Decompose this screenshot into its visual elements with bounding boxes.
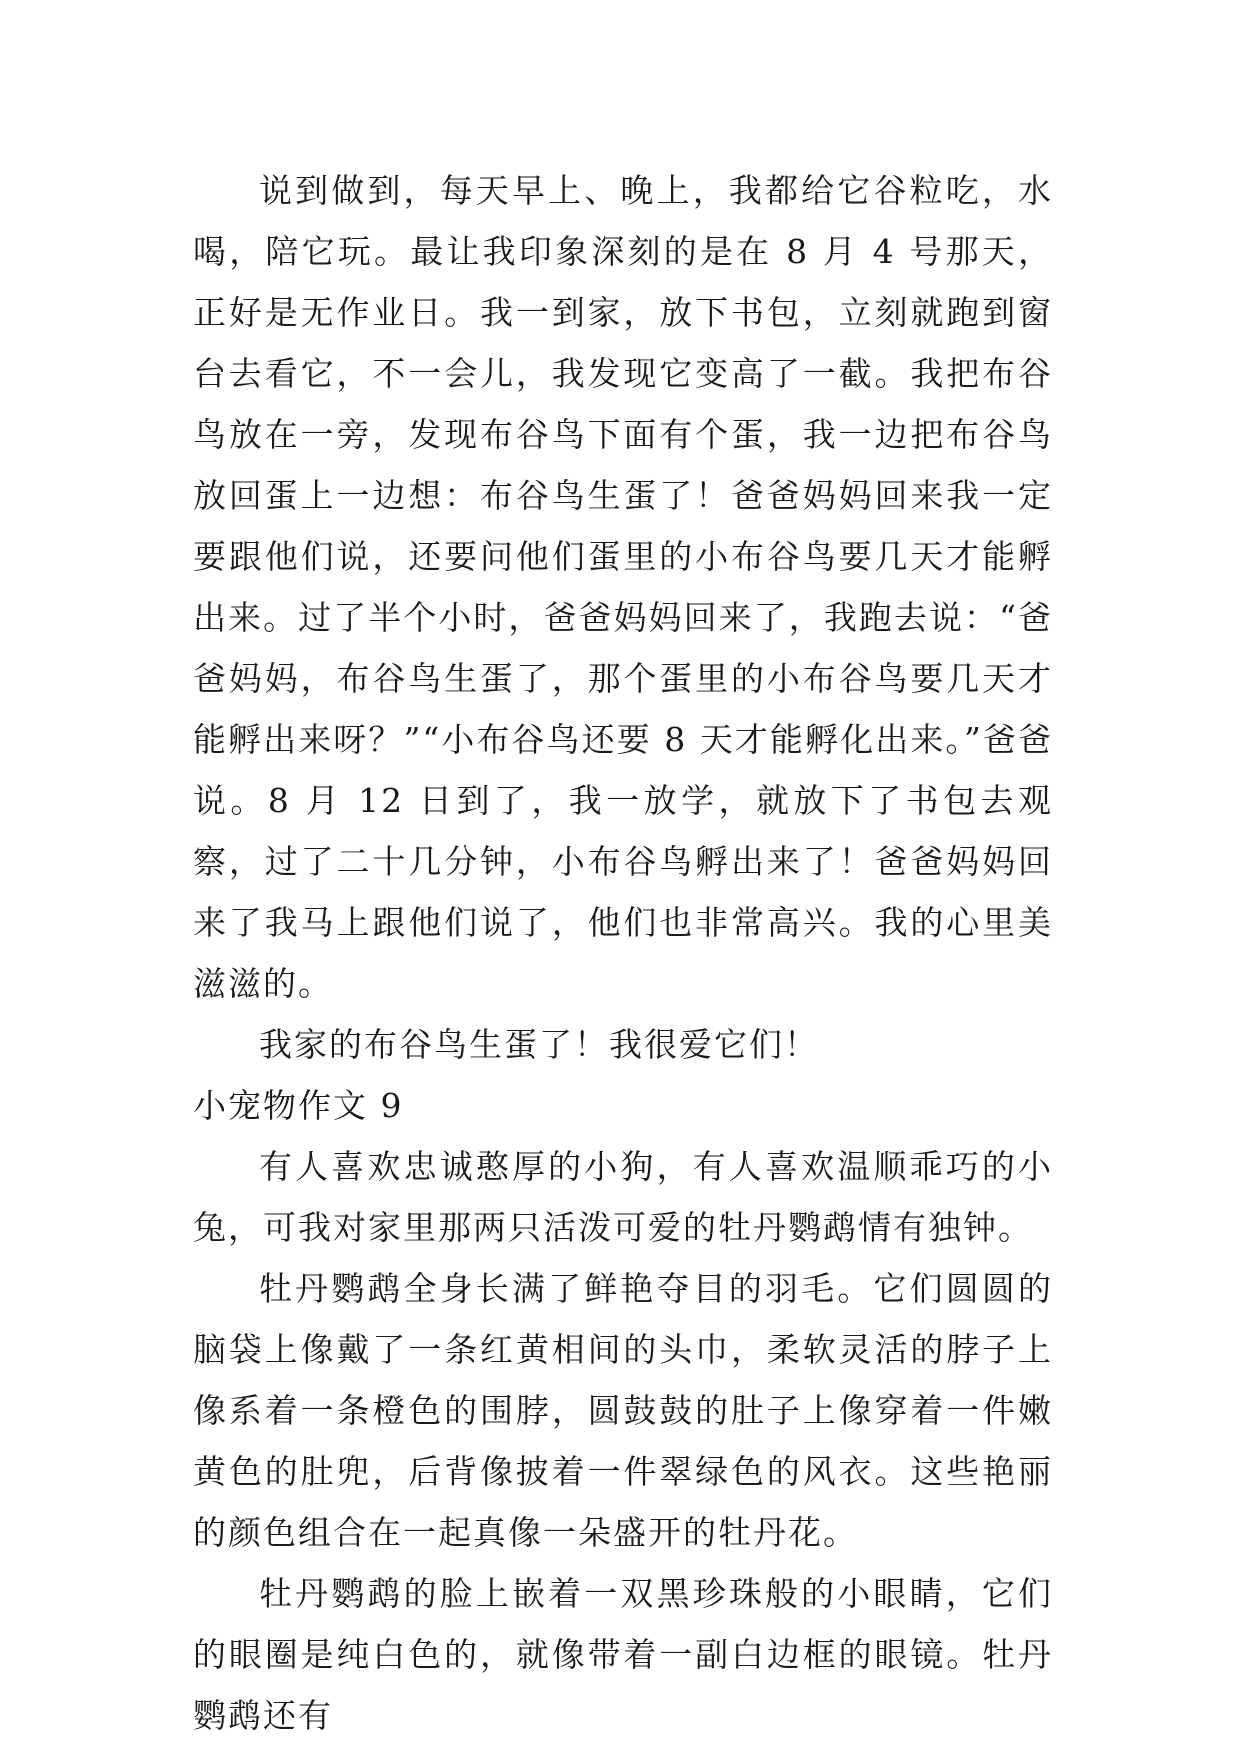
paragraph: 我家的布谷鸟生蛋了！我很爱它们！ [259, 1025, 819, 1064]
section-title: 小宠物作文 9 [193, 1086, 404, 1125]
paragraph: 有人喜欢忠诚憨厚的小狗，有人喜欢温顺乖巧的小兔，可我对家里那两只活泼可爱的牡丹鹦鹉情有独钟。 [193, 1147, 1053, 1247]
paragraph: 说到做到，每天早上、晚上，我都给它谷粒吃，水喝，陪它玩。最让我印象深刻的是在 8 月 4 号那天，正好是无作业日。我一到家，放下书包，立刻就跑到窗台去看它，不一会儿，我发现它变高了一截。我把布谷鸟放在一旁，发现布谷鸟下面有个蛋，我一边把布谷鸟放回蛋上一边想：布谷鸟生蛋了！爸爸妈妈回来我一定要跟他们说，还要问他们蛋里的小布谷鸟要几天才能孵出来。过了半个小时，爸爸妈妈回来了，我跑去说：“爸爸妈妈，布谷鸟生蛋了，那个蛋里的小布谷鸟要几天才能孵出来呀？”“小布谷鸟还要 8 天才能孵化出来。”爸爸说。8 月 12 日到了，我一放学，就放下了书包去观察，过了二十几分钟，小布谷鸟孵出来了！爸爸妈妈回来了我马上跟他们说了，他们也非常高兴。我的心里美滋滋的。 [193, 171, 1053, 1003]
paragraph: 牡丹鹦鹉全身长满了鲜艳夺目的羽毛。它们圆圆的脑袋上像戴了一条红黄相间的头巾，柔软灵活的脖子上像系着一条橙色的围脖，圆鼓鼓的肚子上像穿着一件嫩黄色的肚兜，后背像披着一件翠绿色的风衣。这些艳丽的颜色组合在一起真像一朵盛开的牡丹花。 [193, 1269, 1053, 1552]
paragraph: 牡丹鹦鹉的脸上嵌着一双黑珍珠般的小眼睛，它们的眼圈是纯白色的，就像带着一副白边框的眼镜。牡丹鹦鹉还有 [193, 1574, 1053, 1735]
document-body [193, 160, 1053, 1746]
